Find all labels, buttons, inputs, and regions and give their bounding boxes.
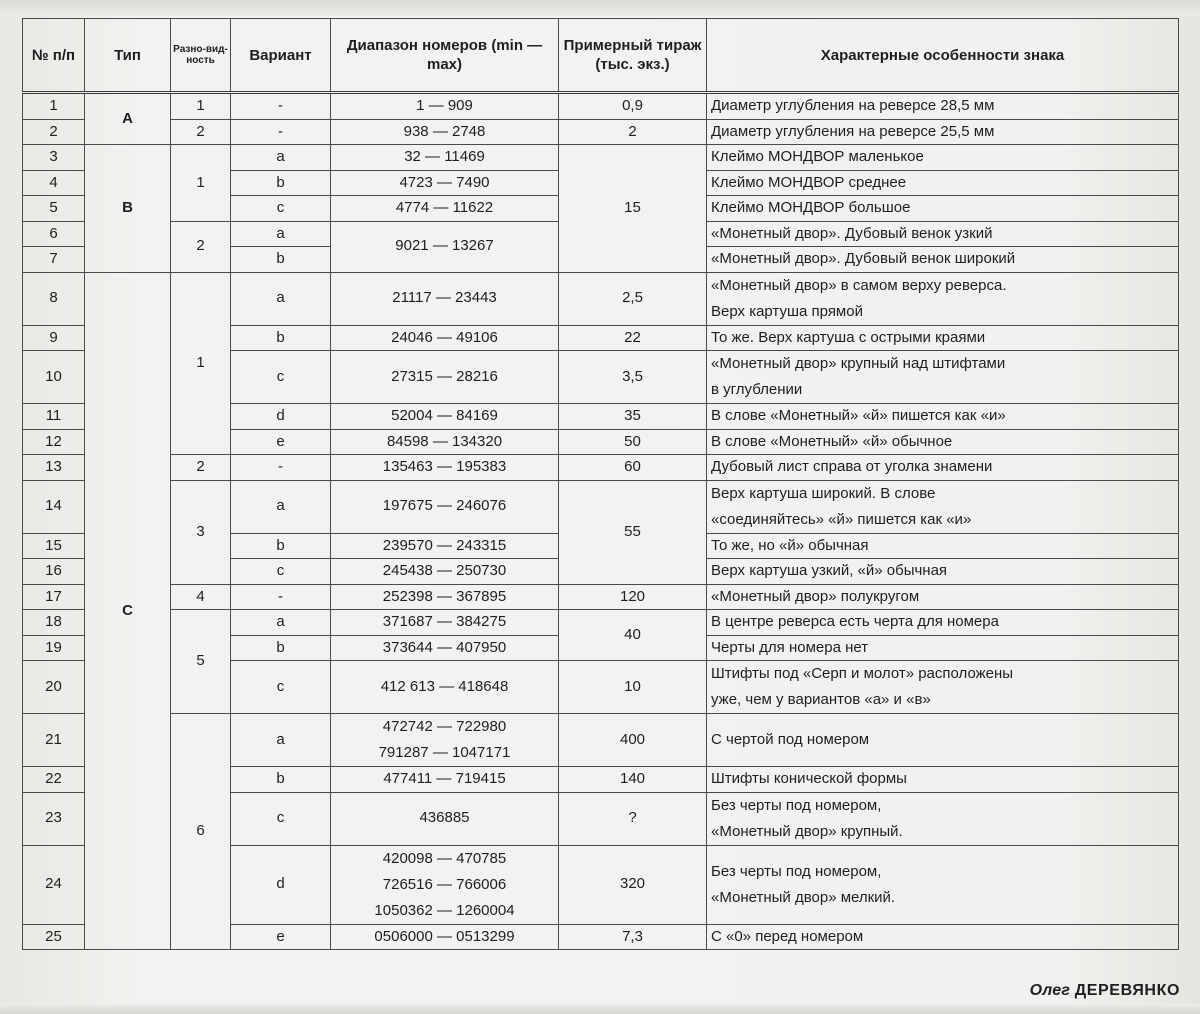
cell-range: 24046 — 49106 bbox=[331, 325, 559, 351]
cell-range bbox=[331, 845, 559, 924]
cell-features: Черты для номера нет bbox=[707, 635, 1179, 661]
cell-variant: c bbox=[231, 559, 331, 585]
cell-run: 40 bbox=[559, 610, 707, 661]
cell-variant: c bbox=[231, 351, 331, 404]
cell-features: Клеймо МОНДВОР маленькое bbox=[707, 145, 1179, 171]
cell-subtype: 1 bbox=[171, 145, 231, 222]
table-row bbox=[23, 119, 1179, 145]
cell-no: 24 bbox=[23, 845, 85, 924]
cell-subtype: 2 bbox=[171, 455, 231, 481]
cell-variant: a bbox=[231, 145, 331, 171]
cell-range: 21117 — 23443 bbox=[331, 272, 559, 325]
features-line: в углублении bbox=[711, 381, 803, 398]
features-line: Верх картуша прямой bbox=[711, 302, 863, 320]
features-line: «соединяйтесь» «й» пишется как «и» bbox=[711, 510, 972, 528]
cell-features bbox=[707, 480, 1179, 533]
cell-range: 938 — 2748 bbox=[331, 119, 559, 145]
cell-run: 400 bbox=[559, 714, 707, 767]
cell-no: 15 bbox=[23, 533, 85, 559]
cell-subtype: 2 bbox=[171, 221, 231, 272]
cell-features: Клеймо МОНДВОР среднее bbox=[707, 170, 1179, 196]
cell-no: 14 bbox=[23, 480, 85, 533]
cell-variant: e bbox=[231, 924, 331, 950]
header-run: Примерный тираж (тыс. экз.) bbox=[559, 19, 707, 93]
cell-features: То же. Верх картуша с острыми краями bbox=[707, 325, 1179, 351]
table-row bbox=[23, 455, 1179, 481]
cell-run: 320 bbox=[559, 845, 707, 924]
features-line: Без черты под номером, bbox=[711, 862, 882, 880]
table-row bbox=[23, 610, 1179, 636]
cell-subtype: 1 bbox=[171, 272, 231, 455]
cell-no: 12 bbox=[23, 429, 85, 455]
cell-no: 4 bbox=[23, 170, 85, 196]
cell-variant: b bbox=[231, 635, 331, 661]
range-line: 420098 — 470785 bbox=[382, 849, 507, 867]
cell-features: Диаметр углубления на реверсе 28,5 мм bbox=[707, 93, 1179, 120]
cell-features: То же, но «й» обычная bbox=[707, 533, 1179, 559]
table-row bbox=[23, 480, 1179, 533]
cell-range: 52004 — 84169 bbox=[331, 404, 559, 430]
table-row bbox=[23, 145, 1179, 171]
cell-range: 84598 — 134320 bbox=[331, 429, 559, 455]
header-type: Тип bbox=[85, 19, 171, 93]
cell-type: А bbox=[85, 93, 171, 145]
cell-variant: c bbox=[231, 792, 331, 845]
cell-no: 21 bbox=[23, 714, 85, 767]
cell-subtype: 2 bbox=[171, 119, 231, 145]
cell-no: 7 bbox=[23, 247, 85, 273]
cell-no: 23 bbox=[23, 792, 85, 845]
cell-variant: a bbox=[231, 610, 331, 636]
cell-variant: - bbox=[231, 119, 331, 145]
cell-run: 55 bbox=[559, 480, 707, 584]
cell-variant: a bbox=[231, 480, 331, 533]
cell-no: 17 bbox=[23, 584, 85, 610]
cell-no: 11 bbox=[23, 404, 85, 430]
cell-no: 3 bbox=[23, 145, 85, 171]
cell-variant: d bbox=[231, 845, 331, 924]
features-line: Верх картуша широкий. В слове bbox=[711, 484, 936, 502]
cell-no: 2 bbox=[23, 119, 85, 145]
cell-variant: b bbox=[231, 325, 331, 351]
header-features: Характерные особенности знака bbox=[707, 19, 1179, 93]
cell-run: 2,5 bbox=[559, 272, 707, 325]
cell-variant: - bbox=[231, 584, 331, 610]
header-no: № п/п bbox=[23, 19, 85, 93]
cell-run: 15 bbox=[559, 145, 707, 273]
table-row bbox=[23, 272, 1179, 325]
cell-no: 16 bbox=[23, 559, 85, 585]
header-range: Диапазон номеров (min — max) bbox=[331, 19, 559, 93]
cell-features bbox=[707, 792, 1179, 845]
cell-range: 436885 bbox=[331, 792, 559, 845]
cell-subtype: 4 bbox=[171, 584, 231, 610]
cell-no: 5 bbox=[23, 196, 85, 222]
cell-features: «Монетный двор». Дубовый венок узкий bbox=[707, 221, 1179, 247]
cell-range: 4723 — 7490 bbox=[331, 170, 559, 196]
cell-range: 373644 — 407950 bbox=[331, 635, 559, 661]
cell-range: 0506000 — 0513299 bbox=[331, 924, 559, 950]
cell-range: 239570 — 243315 bbox=[331, 533, 559, 559]
cell-run: 60 bbox=[559, 455, 707, 481]
features-line: «Монетный двор» крупный. bbox=[711, 822, 903, 840]
cell-no: 1 bbox=[23, 93, 85, 120]
cell-range: 412 613 — 418648 bbox=[331, 661, 559, 714]
cell-run: 22 bbox=[559, 325, 707, 351]
features-line: «Монетный двор» мелкий. bbox=[711, 888, 896, 906]
cell-run: 0,9 bbox=[559, 93, 707, 120]
features-line: Штифты под «Серп и молот» расположены bbox=[711, 665, 1014, 682]
cell-variant: - bbox=[231, 93, 331, 120]
cell-variant: d bbox=[231, 404, 331, 430]
range-line: 791287 — 1047171 bbox=[378, 744, 511, 761]
cell-features: Дубовый лист справа от уголка знамени bbox=[707, 455, 1179, 481]
cell-run: 140 bbox=[559, 767, 707, 793]
features-line: уже, чем у вариантов «а» и «в» bbox=[711, 691, 931, 708]
cell-no: 22 bbox=[23, 767, 85, 793]
cell-features: Клеймо МОНДВОР большое bbox=[707, 196, 1179, 222]
range-line: 1050362 — 1260004 bbox=[374, 901, 515, 919]
cell-subtype: 6 bbox=[171, 714, 231, 950]
cell-variant: a bbox=[231, 714, 331, 767]
cell-run: 2 bbox=[559, 119, 707, 145]
table-row bbox=[23, 93, 1179, 120]
cell-range: 245438 — 250730 bbox=[331, 559, 559, 585]
cell-subtype: 3 bbox=[171, 480, 231, 584]
cell-range: 9021 — 13267 bbox=[331, 221, 559, 272]
header-variant: Вариант bbox=[231, 19, 331, 93]
features-line: «Монетный двор» крупный над штифтами bbox=[711, 355, 1006, 372]
cell-features bbox=[707, 351, 1179, 404]
cell-variant: b bbox=[231, 533, 331, 559]
cell-range: 32 — 11469 bbox=[331, 145, 559, 171]
cell-no: 20 bbox=[23, 661, 85, 714]
cell-range: 371687 — 384275 bbox=[331, 610, 559, 636]
cell-range bbox=[331, 714, 559, 767]
cell-run: ? bbox=[559, 792, 707, 845]
cell-features: Диаметр углубления на реверсе 25,5 мм bbox=[707, 119, 1179, 145]
cell-variant: b bbox=[231, 247, 331, 273]
author-first-name: Олег bbox=[1029, 982, 1071, 999]
range-line: 726516 — 766006 bbox=[382, 875, 507, 893]
cell-no: 13 bbox=[23, 455, 85, 481]
cell-features bbox=[707, 845, 1179, 924]
cell-no: 10 bbox=[23, 351, 85, 404]
cell-range: 252398 — 367895 bbox=[331, 584, 559, 610]
cell-no: 25 bbox=[23, 924, 85, 950]
table-header-row bbox=[23, 19, 1179, 93]
cell-no: 8 bbox=[23, 272, 85, 325]
cell-features: С «0» перед номером bbox=[707, 924, 1179, 950]
cell-variant: a bbox=[231, 221, 331, 247]
cell-range: 477411 — 719415 bbox=[331, 767, 559, 793]
header-subtype: Разно-вид-ность bbox=[171, 19, 231, 93]
cell-run: 35 bbox=[559, 404, 707, 430]
author-signature bbox=[1030, 982, 1180, 1000]
page-top-edge bbox=[0, 0, 1200, 16]
cell-variant: a bbox=[231, 272, 331, 325]
features-line: «Монетный двор» в самом верху реверса. bbox=[711, 276, 1007, 294]
cell-range: 197675 — 246076 bbox=[331, 480, 559, 533]
cell-type: В bbox=[85, 145, 171, 273]
cell-variant: c bbox=[231, 196, 331, 222]
features-line: Без черты под номером, bbox=[711, 796, 882, 814]
cell-range: 135463 — 195383 bbox=[331, 455, 559, 481]
table-row bbox=[23, 714, 1179, 767]
cell-subtype: 5 bbox=[171, 610, 231, 714]
cell-no: 9 bbox=[23, 325, 85, 351]
cell-features: «Монетный двор». Дубовый венок широкий bbox=[707, 247, 1179, 273]
range-line: 472742 — 722980 bbox=[382, 718, 507, 735]
cell-run: 10 bbox=[559, 661, 707, 714]
cell-range: 4774 — 11622 bbox=[331, 196, 559, 222]
cell-subtype: 1 bbox=[171, 93, 231, 120]
cell-no: 6 bbox=[23, 221, 85, 247]
cell-range: 1 — 909 bbox=[331, 93, 559, 120]
page-bottom-edge bbox=[0, 1004, 1200, 1014]
cell-variant: - bbox=[231, 455, 331, 481]
cell-range: 27315 — 28216 bbox=[331, 351, 559, 404]
cell-features: В слове «Монетный» «й» пишется как «и» bbox=[707, 404, 1179, 430]
cell-variant: b bbox=[231, 767, 331, 793]
cell-features: В слове «Монетный» «й» обычное bbox=[707, 429, 1179, 455]
cell-no: 19 bbox=[23, 635, 85, 661]
cell-run: 50 bbox=[559, 429, 707, 455]
cell-features: В центре реверса есть черта для номера bbox=[707, 610, 1179, 636]
cell-run: 7,3 bbox=[559, 924, 707, 950]
cell-features bbox=[707, 272, 1179, 325]
cell-type: С bbox=[85, 272, 171, 950]
cell-variant: b bbox=[231, 170, 331, 196]
cell-features bbox=[707, 661, 1179, 714]
cell-no: 18 bbox=[23, 610, 85, 636]
author-last-name: ДЕРЕВЯНКО bbox=[1074, 982, 1180, 999]
cell-variant: c bbox=[231, 661, 331, 714]
cell-features: Штифты конической формы bbox=[707, 767, 1179, 793]
cell-features: Верх картуша узкий, «й» обычная bbox=[707, 559, 1179, 585]
cell-variant: e bbox=[231, 429, 331, 455]
cell-features: С чертой под номером bbox=[707, 714, 1179, 767]
coin-registry-table bbox=[22, 18, 1179, 950]
cell-run: 3,5 bbox=[559, 351, 707, 404]
table-row bbox=[23, 584, 1179, 610]
cell-run: 120 bbox=[559, 584, 707, 610]
cell-features: «Монетный двор» полукругом bbox=[707, 584, 1179, 610]
